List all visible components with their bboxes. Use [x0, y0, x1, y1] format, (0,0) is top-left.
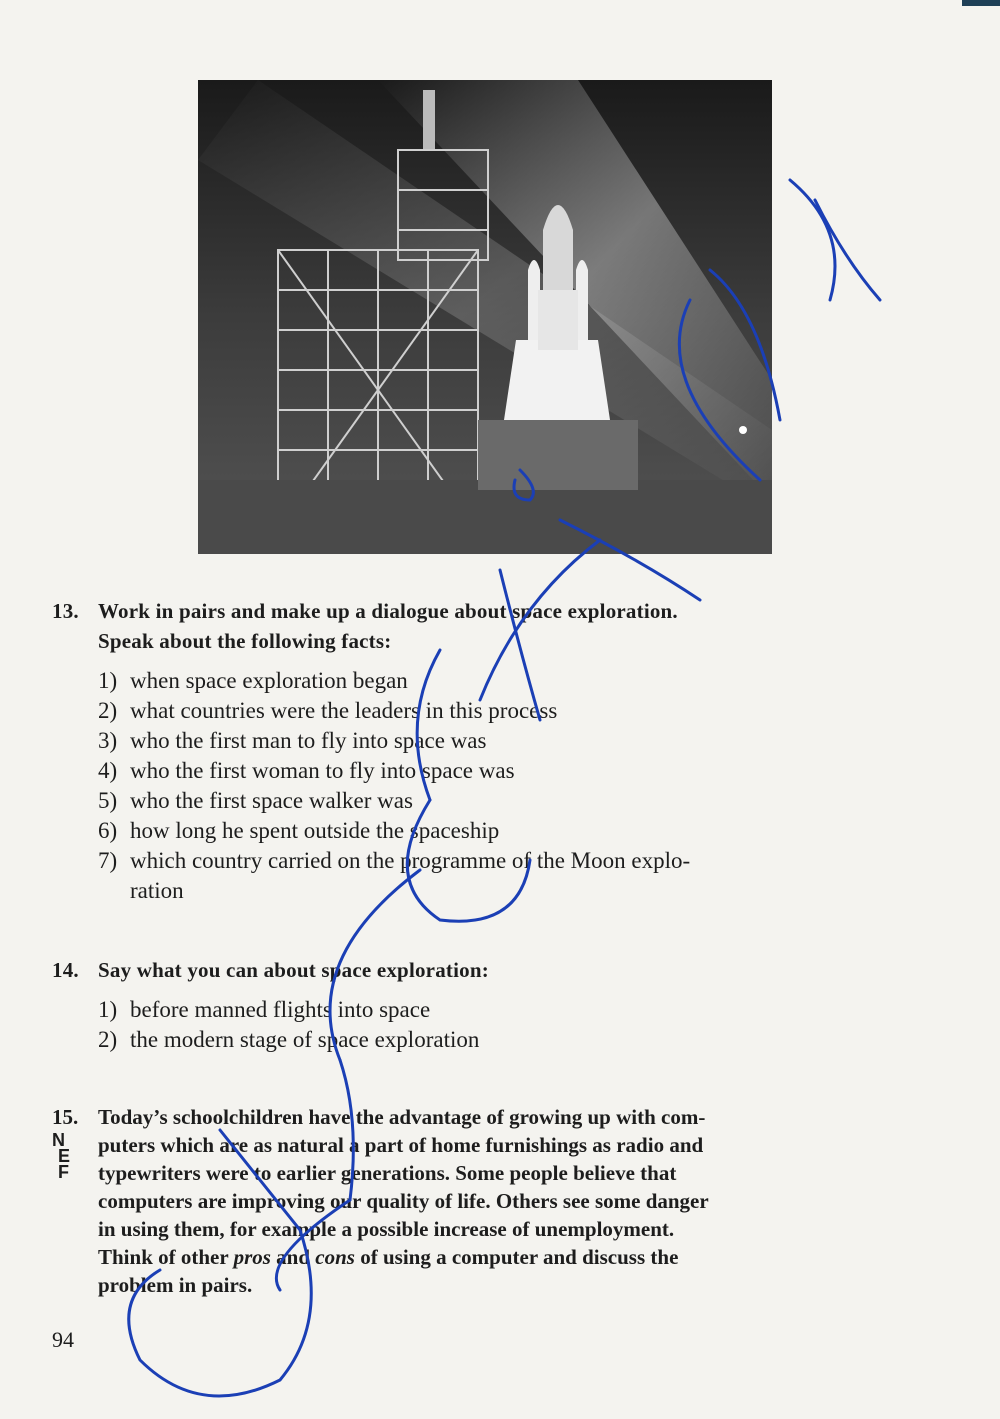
pros-cons-line: Think of other pros and cons of using a computer and discuss the — [98, 1245, 679, 1269]
exercise-13-heading — [52, 596, 932, 626]
list-item: 5) who the first space walker was — [98, 788, 413, 813]
exercise-15 — [52, 1103, 932, 1299]
exercise-14-heading — [52, 955, 932, 985]
exercise-13 — [52, 596, 932, 906]
list-item: 6) how long he spent outside the spaceship — [98, 818, 500, 843]
launch-pad-illustration — [198, 80, 772, 554]
topics-list — [52, 995, 932, 1055]
list-item: 2) what countries were the leaders in this process — [98, 698, 558, 723]
exercise-14 — [52, 955, 932, 1055]
list-item: 1) before manned flights into space — [98, 997, 431, 1022]
list-item: 1) when space exploration began — [98, 668, 408, 693]
exercise-13-subheading: Speak about the following facts: — [98, 629, 392, 653]
heading-text: Work in pairs and make up a dialogue about space exploration. — [98, 599, 678, 623]
nef-margin-mark: N E F — [52, 1130, 71, 1182]
exercise-number: 14. — [52, 958, 79, 982]
page-number: 94 — [52, 1327, 74, 1352]
page-edge — [962, 0, 1000, 6]
list-item: 4) who the first woman to fly into space was — [98, 758, 515, 783]
list-item-continuation: ration — [130, 878, 184, 903]
exercise-15-text: 15. Today’s schoolchildren have the advantage of growing up with com- puters which are as natural a part of home furnishings as radio and typewriters were to earlier generations. Some people believe that computers are improving our quality of life. Others see some danger in using them, for example a possible increase of unemployment. Think of other pros and cons of using a computer and discuss the problem in pairs. — [52, 1103, 932, 1299]
space-shuttle-photo — [198, 80, 772, 554]
exercise-number: 15. — [52, 1105, 79, 1129]
list-item: 3) who the first man to fly into space was — [98, 728, 487, 753]
facts-list — [52, 666, 932, 906]
list-item: 7) which country carried on the programme of the Moon explo- — [98, 848, 691, 873]
heading-text: Say what you can about space exploration: — [98, 958, 489, 982]
list-item: 2) the modern stage of space exploration — [98, 1027, 480, 1052]
exercise-number: 13. — [52, 599, 79, 623]
